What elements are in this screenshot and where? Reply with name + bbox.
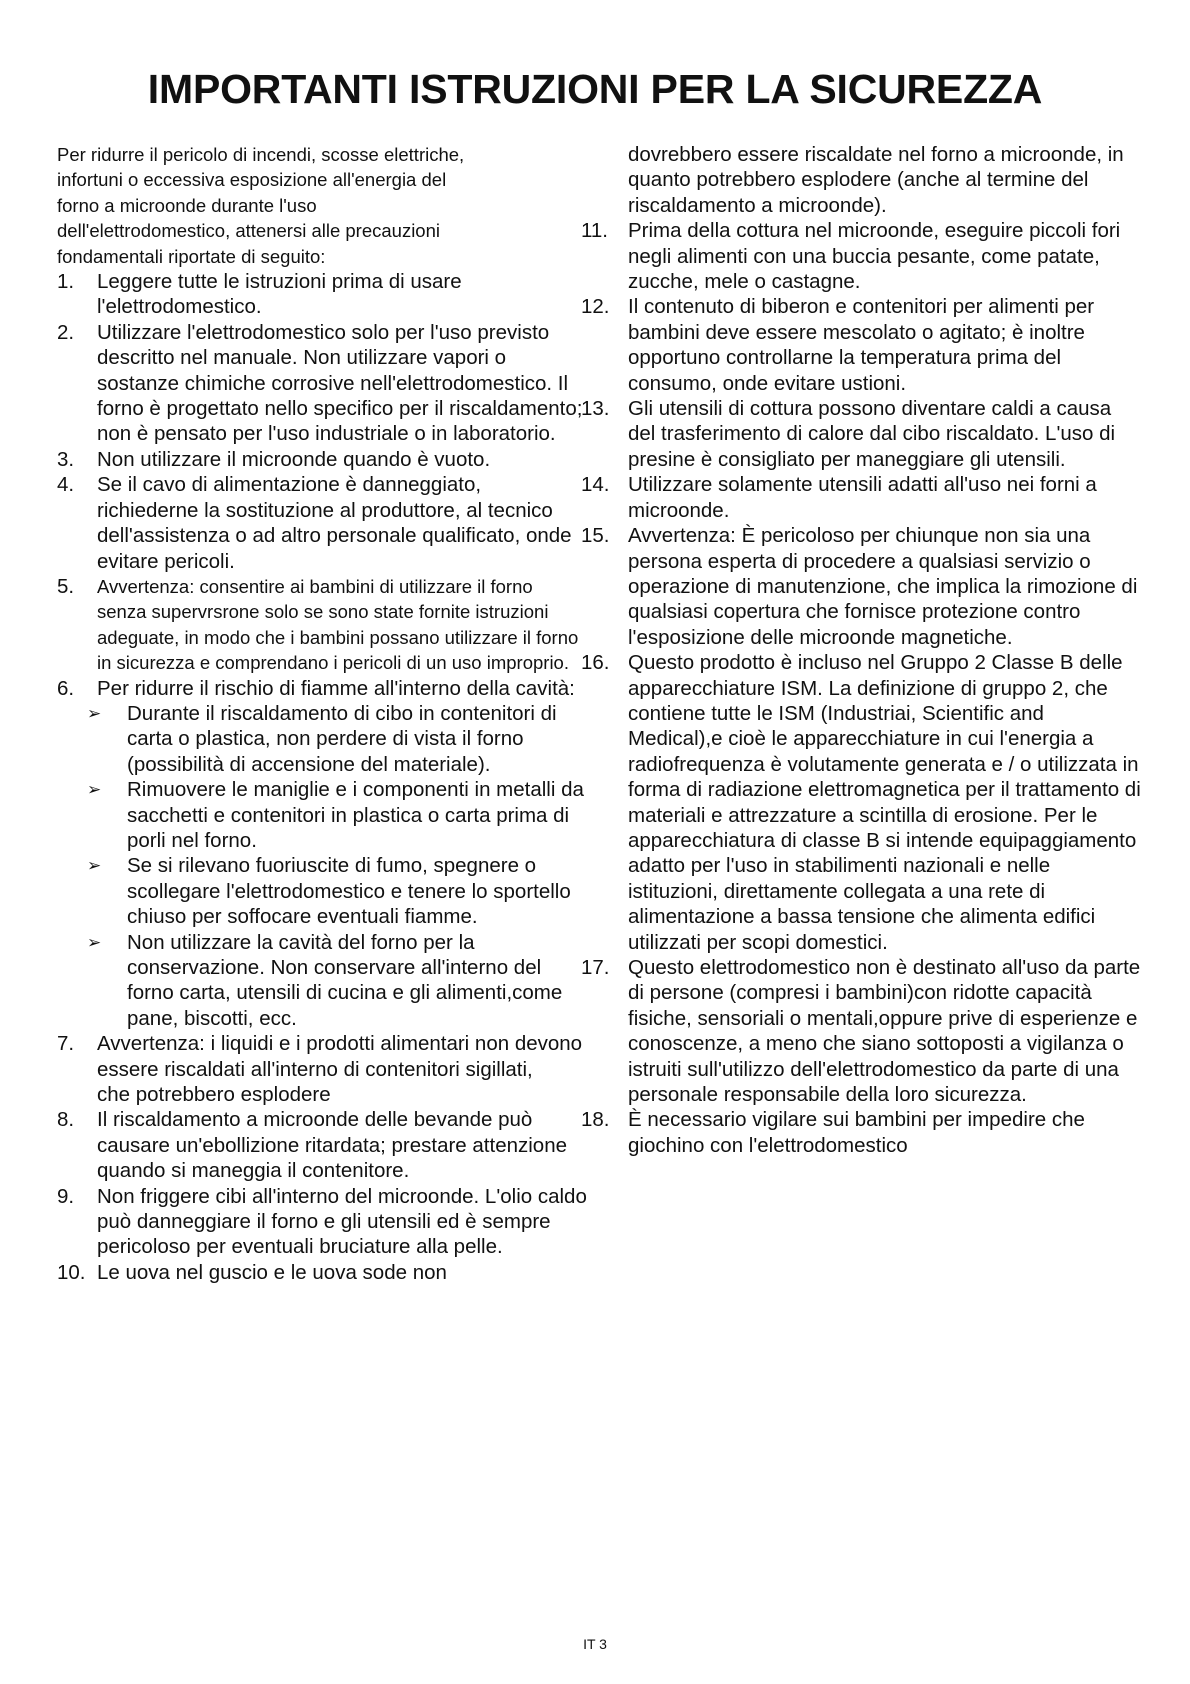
item-number: 8. — [57, 1108, 75, 1132]
item-number: 16. — [581, 651, 610, 675]
item-number: 10. — [57, 1260, 86, 1284]
arrow-bullet-icon: ➢ — [87, 703, 102, 723]
item-10-continuation: dovrebbero essere riscaldate nel forno a microonde, in quanto potrebbero esplodere (anche al termine del riscaldamento a microonde). — [628, 143, 1124, 217]
item-text: Avvertenza: i liquidi e i prodotti alimentari non devono essere riscaldati all'interno di contenitori sigillati, che potrebbero esplodere — [97, 1032, 588, 1107]
list-item — [57, 574, 587, 676]
item-text: Non friggere cibi all'interno del microonde. L'olio caldo può danneggiare il forno e gli utensili ed è sempre pericoloso per eventuali bruciature alla pelle. — [97, 1184, 587, 1259]
list-item — [581, 294, 1143, 396]
list-item — [581, 523, 1143, 650]
item-number: 5. — [57, 574, 75, 598]
sub-bullet — [87, 777, 587, 853]
item-number: 12. — [581, 295, 610, 319]
item-text: Leggere tutte le istruzioni prima di usare l'elettrodomestico. — [97, 270, 462, 319]
left-column — [57, 142, 587, 1285]
item-number: 18. — [581, 1108, 610, 1132]
sub-bullet-list — [87, 701, 587, 1031]
item-text: Gli utensili di cottura possono diventare caldi a causa del trasferimento di calore dal cibo riscaldato. L'uso di presine è consigliato per maneggiare gli utensili. — [628, 397, 1116, 471]
item-text: Per ridurre il rischio di fiamme all'interno della cavità: — [97, 676, 575, 700]
page-number: IT 3 — [583, 1636, 607, 1652]
item-text: Prima della cottura nel microonde, eseguire piccoli fori negli alimenti con una buccia pesante, come patate, zucche, mele o castagne. — [628, 219, 1121, 294]
list-item — [57, 676, 587, 701]
item-text: Avvertenza: È pericoloso per chiunque non sia una persona esperta di procedere a qualsiasi servizio o operazione di manutenzione, che implica la rimozione di qualsiasi copertura che fornisce protezione contro l'esposizione delle microonde magnetiche. — [628, 524, 1138, 649]
list-item — [57, 269, 587, 320]
sub-bullet-text: Durante il riscaldamento di cibo in contenitori di carta o plastica, non perdere di vista il forno (possibilità di accensione del materiale). — [127, 701, 557, 776]
item-text: Questo prodotto è incluso nel Gruppo 2 Classe B delle apparecchiature ISM. La definizione di gruppo 2, che contiene tutte le ISM (Industriai, Scientific and Medical),e cioè le apparecchiature in cui l'energia a radiofrequenza è volutamente generata e / o utilizzata in forma di radiazione elettromagnetica per il trattamento di materiali e attrezzature a scintilla di erosione. Per le apparecchiatura di classe B si intende equipaggiamento adatto per l'uso in stabilimenti nazionali e nelle istituzioni, direttamente collegata a una rete di alimentazione a bassa tensione che alimenta edifici utilizzati per scopi domestici. — [628, 651, 1141, 954]
list-item — [57, 472, 587, 574]
item-text: È necessario vigilare sui bambini per impedire che giochino con l'elettrodomestico — [628, 1108, 1085, 1157]
list-item — [581, 1107, 1143, 1158]
item-number: 9. — [57, 1184, 75, 1208]
page-title: IMPORTANTI ISTRUZIONI PER LA SICUREZZA — [147, 66, 1043, 112]
arrow-bullet-icon: ➢ — [87, 780, 102, 800]
item-number: 13. — [581, 397, 610, 421]
list-item — [57, 1184, 587, 1260]
item-text: Utilizzare solamente utensili adatti all'uso nei forni a microonde. — [628, 473, 1097, 522]
list-item — [57, 447, 587, 472]
list-item — [581, 955, 1143, 1107]
item-text: Il contenuto di biberon e contenitori per alimenti per bambini deve essere mescolato o agitato; è inoltre opportuno controllarne la temperatura prima del consumo, onde evitare ustioni. — [628, 295, 1095, 395]
item-number: 2. — [57, 320, 75, 344]
item-text: Questo elettrodomestico non è destinato all'uso da parte di persone (compresi i bambini)con ridotte capacità fisiche, sensoriali o mentali,oppure prive di esperienze e conoscenze, a meno che siano sottoposti a vigilanza o istruiti sull'utilizzo dell'elettrodomestico da parte di una personale responsabile della loro sicurezza. — [628, 956, 1141, 1107]
arrow-bullet-icon: ➢ — [87, 856, 102, 876]
sub-bullet — [87, 853, 587, 929]
sub-bullet-text: Se si rilevano fuoriuscite di fumo, spegnere o scollegare l'elettrodomestico e tenere lo sportello chiuso per soffocare eventuali fiamme. — [127, 854, 571, 929]
item-number: 4. — [57, 473, 75, 497]
list-item — [581, 650, 1143, 955]
intro-paragraph: Per ridurre il pericolo di incendi, scosse elettriche, infortuni o eccessiva esposizione all'energia del forno a microonde durante l'uso dell'elettrodomestico, attenersi alle precauzioni fondamentali riportate di seguito: — [57, 144, 465, 267]
item-text: Se il cavo di alimentazione è danneggiato, richiederne la sostituzione al produttore, al tecnico dell'assistenza o ad altro personale qualificato, onde evitare pericoli. — [97, 473, 572, 573]
item-text: Non utilizzare il microonde quando è vuoto. — [97, 447, 491, 471]
list-item — [57, 1031, 587, 1107]
sub-bullet — [87, 701, 587, 777]
item-number: 17. — [581, 956, 610, 979]
list-item — [57, 1260, 587, 1285]
item-text: Il riscaldamento a microonde delle bevande può causare un'ebollizione ritardata; prestare attenzione quando si maneggia il contenitore. — [97, 1108, 568, 1183]
item-number: 14. — [581, 473, 610, 497]
list-item — [581, 218, 1143, 294]
sub-bullet — [87, 930, 587, 1032]
item-text: Utilizzare l'elettrodomestico solo per l'uso previsto descritto nel manuale. Non utilizzare vapori o sostanze chimiche corrosive nell'elettrodomestico. Il forno è progettato nello specifico per il riscaldamento; non è pensato per l'uso industriale o in laboratorio. — [97, 320, 583, 446]
item-text: Le uova nel guscio e le uova sode non — [97, 1260, 447, 1284]
list-item — [57, 320, 587, 447]
sub-bullet-text: Rimuovere le maniglie e i componenti in metalli da sacchetti e contenitori in plastica o carta prima di porli nel forno. — [127, 778, 584, 852]
item-number: 1. — [57, 270, 75, 294]
list-item — [57, 1107, 587, 1183]
item-number: 6. — [57, 676, 75, 700]
item-number: 3. — [57, 447, 75, 471]
sub-bullet-text: Non utilizzare la cavità del forno per la conservazione. Non conservare all'interno del forno carta, utensili di cucina e gli alimenti,come pane, biscotti, ecc. — [127, 930, 563, 1030]
item-number: 7. — [57, 1032, 75, 1056]
right-column — [581, 142, 1143, 1158]
item-number: 11. — [581, 219, 608, 243]
item-number: 15. — [581, 524, 610, 548]
list-item — [581, 396, 1143, 472]
arrow-bullet-icon: ➢ — [87, 932, 102, 952]
list-item — [581, 472, 1143, 523]
item-text: Avvertenza: consentire ai bambini di utilizzare il forno senza supervrsrone solo se sono state fornite istruzioni adeguate, in modo che i bambini possano utilizzare il forno in sicurezza e comprendano i pericoli di un uso improprio. — [97, 575, 579, 674]
